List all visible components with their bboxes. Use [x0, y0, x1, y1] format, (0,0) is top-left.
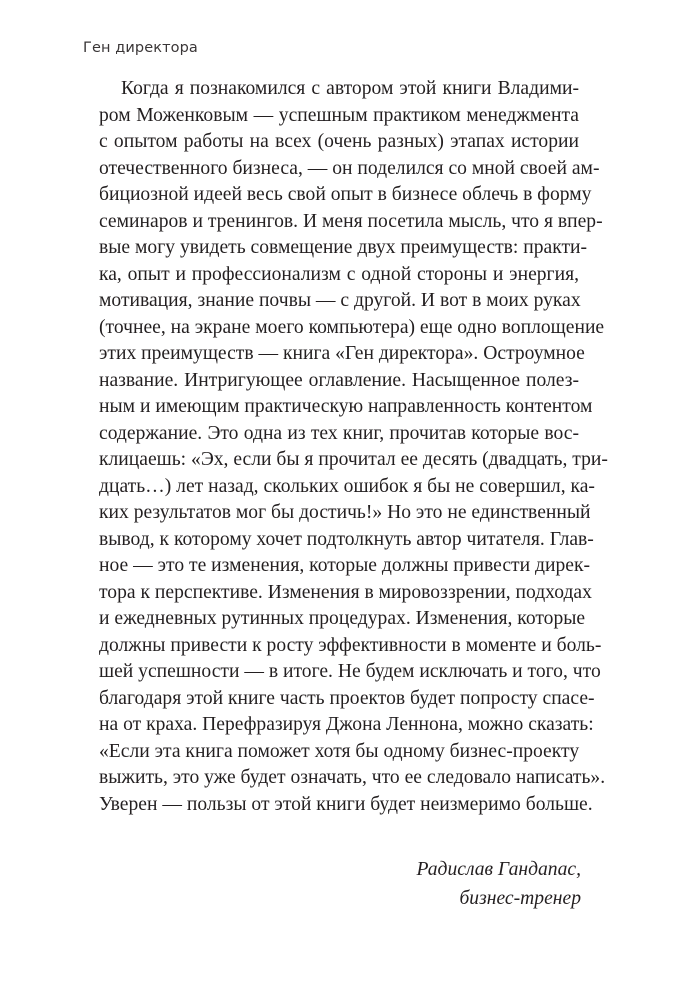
text-line: (точнее, на экране моего компьютера) еще одно воплощение: [99, 316, 605, 338]
text-line: вые могу увидеть совмещение двух преимуществ: практи-: [99, 237, 588, 258]
text-line: вывод, к которому хочет подтолкнуть автор читателя. Глав-: [99, 528, 594, 550]
text-line: на от краха. Перефразируя Джона Леннона, можно сказать:: [99, 714, 594, 735]
text-line: «Если эта книга поможет хотя бы одному бизнес-проекту: [99, 740, 580, 762]
text-line: Уверен — пользы от этой книги будет неизмеримо больше.: [99, 793, 593, 815]
text-line: благодаря этой книге часть проектов будет попросту спасе-: [99, 687, 595, 709]
text-line: содержание. Это одна из тех книг, прочитав которые вос-: [99, 422, 579, 444]
text-line: бициозной идеей весь свой опыт в бизнесе облечь в форму: [99, 184, 592, 205]
signature-block: [417, 855, 581, 913]
text-line: ным и имеющим практическую направленность контентом: [99, 396, 593, 417]
text-line: выжить, это уже будет означать, что ее следовало написать».: [99, 767, 606, 788]
text-line: клицаешь: «Эх, если бы я прочитал ее десять (двадцать, три-: [99, 449, 608, 470]
text-line: тора к перспективе. Изменения в мировоззрении, подходах: [99, 581, 592, 603]
text-line: с опытом работы на всех (очень разных) этапах истории: [99, 131, 579, 152]
text-line: должны привести к росту эффективности в моменте и боль-: [99, 634, 602, 656]
text-line: шей успешности — в итоге. Не будем исключать и того, что: [99, 661, 601, 682]
text-line: этих преимуществ — книга «Ген директора». Остроумное: [99, 343, 585, 364]
text-line: ка, опыт и профессионализм с одной стороны и энергия,: [99, 263, 579, 285]
text-line: ное — это те изменения, которые должны привести дирек-: [99, 555, 591, 576]
text-line: семинаров и тренингов. И меня посетила мысль, что я впер-: [99, 210, 603, 232]
signature-role: бизнес-тренер: [459, 888, 581, 909]
text-line: отечественного бизнеса, — он поделился со мной своей ам-: [99, 157, 600, 179]
text-line: дцать…) лет назад, скольких ошибок я бы не совершил, ка-: [99, 475, 595, 497]
body-paragraph: [99, 76, 608, 818]
text-line: название. Интригующее оглавление. Насыщенное полез-: [99, 369, 579, 391]
running-head: Ген директора: [83, 40, 198, 56]
text-line: Когда я познакомился с автором этой книги Владими-: [121, 78, 579, 99]
text-line: ких результатов мог бы достичь!» Но это не единственный: [99, 502, 591, 523]
text-line: и ежедневных рутинных процедурах. Изменения, которые: [99, 608, 586, 629]
text-line: мотивация, знание почвы — с другой. И вот в моих руках: [99, 290, 581, 311]
signature-author: Радислав Гандапас,: [416, 859, 581, 880]
text-line: ром Моженковым — успешным практиком менеджмента: [99, 104, 579, 126]
